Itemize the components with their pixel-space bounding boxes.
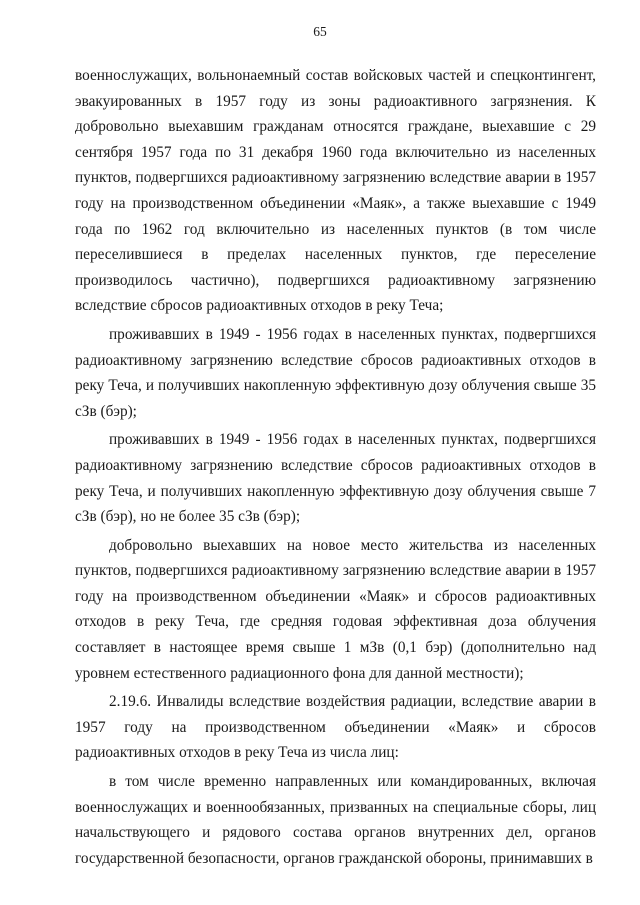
paragraph-6: в том числе временно направленных или командированных, включая военнослужащих и военнообязанных, призванных на специальные сборы, лиц начальствующего и рядового состава органов внутренних дел, органов государственной безопасности, органов гражданской обороны, принимавших в — [75, 773, 596, 867]
paragraph-4: добровольно выехавших на новое место жительства из населенных пунктов, подвергшихся радиоактивному загрязнению вследствие аварии в 1957 году на производственном объединении «Маяк» и сбросов радиоактивных отходов в реку Теча, где средняя годовая эффективная доза облучения составляет в настоящее время свыше 1 мЗв (0,1 бэр) (дополнительно над уровнем естественного радиационного фона для данной местности); — [75, 536, 596, 682]
paragraph-3: проживавших в 1949 - 1956 годах в населенных пунктах, подвергшихся радиоактивному загрязнению вследствие сбросов радиоактивных отходов в реку Теча, и получивших накопленную эффективную дозу облучения свыше 7 сЗв (бэр), но не более 35 сЗв (бэр); — [75, 431, 596, 526]
page-number: 65 — [313, 24, 327, 39]
paragraph-2: проживавших в 1949 - 1956 годах в населенных пунктах, подвергшихся радиоактивному загрязнению вследствие сбросов радиоактивных отходов в реку Теча, и получивших накопленную эффективную дозу облучения свыше 35 сЗв (бэр); — [75, 325, 596, 420]
document-body — [75, 63, 596, 874]
paragraph-5: 2.19.6. Инвалиды вследствие воздействия радиации, вследствие аварии в 1957 году на производственном объединении «Маяк» и сбросов радиоактивных отходов в реку Теча из числа лиц: — [75, 693, 596, 762]
paragraph-1: военнослужащих, вольнонаемный состав войсковых частей и спецконтингент, эвакуированных в 1957 году из зоны радиоактивного загрязнения. К добровольно выехавшим гражданам относятся граждане, выехавшие с 29 сентября 1957 года по 31 декабря 1960 года включительно из населенных пунктов, подвергшихся радиоактивному загрязнению вследствие аварии в 1957 году на производственном объединении «Маяк», а также выехавшие с 1949 года по 1962 год включительно из населенных пунктов (в том числе переселившиеся в пределах населенных пунктов, где переселение производилось частично), подвергшихся радиоактивному загрязнению вследствие сбросов радиоактивных отходов в реку Теча; — [75, 67, 596, 315]
